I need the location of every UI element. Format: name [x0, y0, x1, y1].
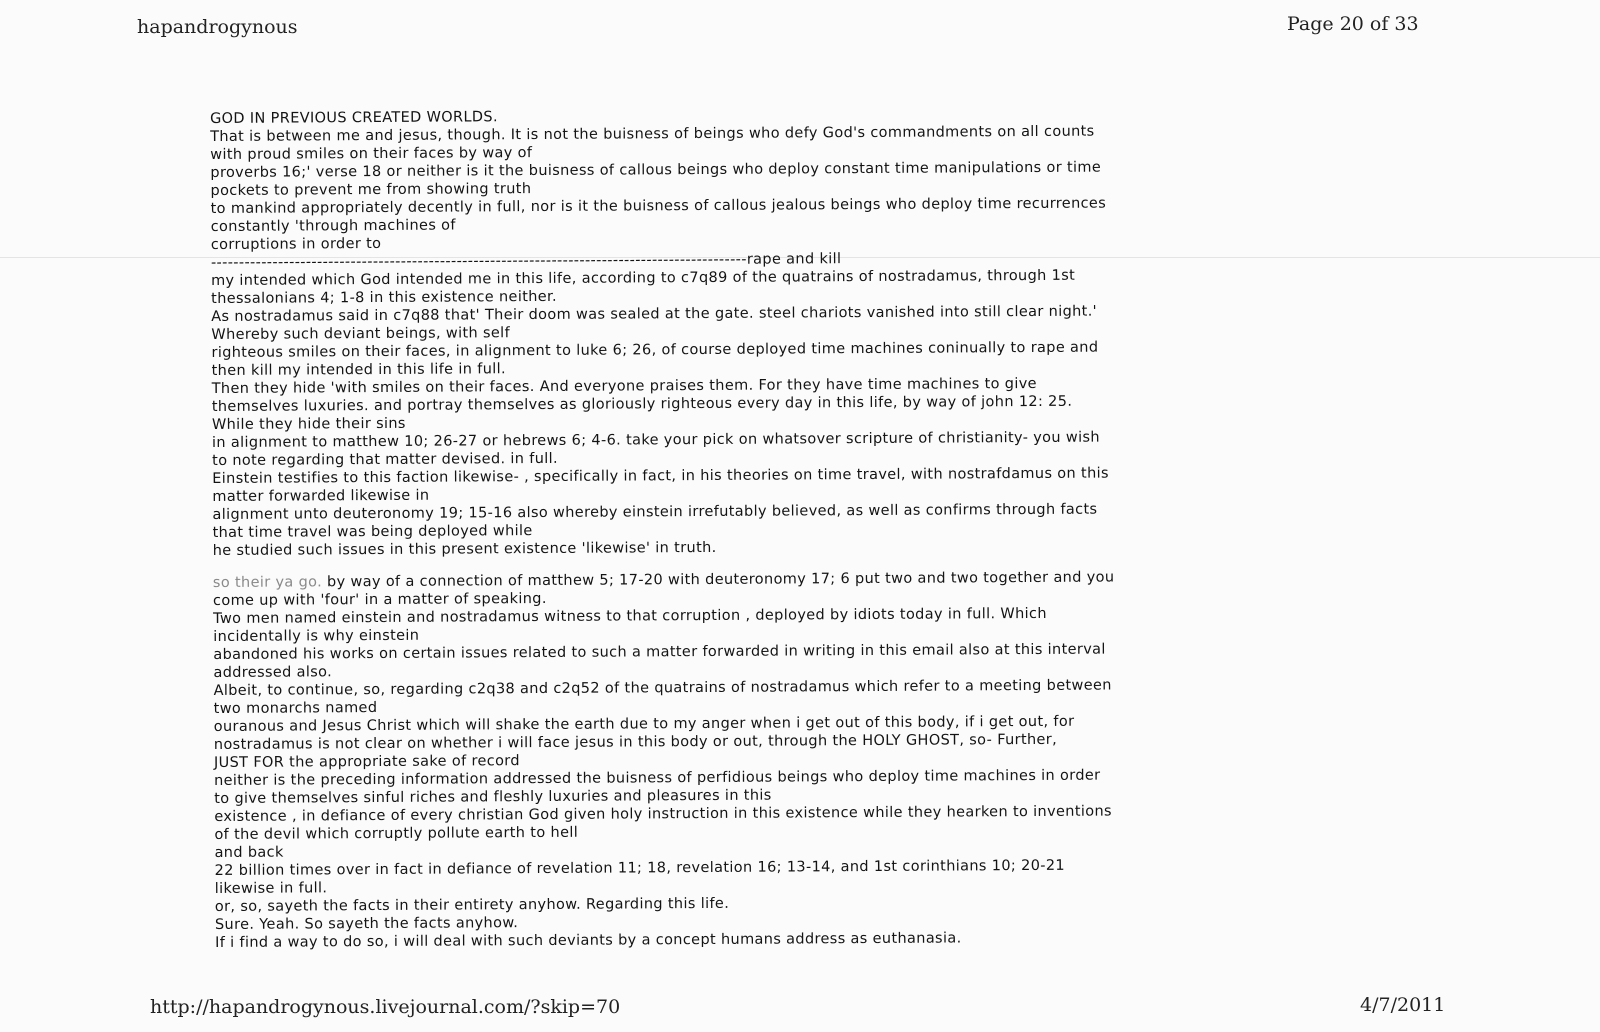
text-line: come up with 'four' in a matter of speaking.	[212, 590, 547, 609]
text-line: neither is the preceding information addressed the buisness of perfidious beings who deploy time machines in order	[214, 767, 1101, 789]
text-line: nostradamus is not clear on whether i will face jesus in this body or out, through the HOLY GHOST, so- Further,	[213, 731, 1058, 753]
text-line: or, so, sayeth the facts in their entirety anyhow. Regarding this life.	[214, 895, 730, 915]
text-line: As nostradamus said in c7q88 that' Their doom was sealed at the gate. steel chariots vanished into still clear night.'	[211, 303, 1098, 325]
text-line: to note regarding that matter devised. in full.	[212, 450, 559, 469]
text-line: Then they hide 'with smiles on their faces. And everyone praises them. For they have time machines to give	[211, 375, 1037, 397]
text-line: ouranous and Jesus Christ which will shake the earth due to my anger when i get out of this body, if i get out, for	[213, 713, 1075, 735]
text-line: righteous smiles on their faces, in alignment to luke 6; 26, of course deployed time machines coninually to rape and	[211, 339, 1099, 361]
text-line: themselves luxuries. and portray themselves as gloriously righteous every day in this life, by way of john 12: 25.	[211, 393, 1073, 415]
text-line: matter forwarded likewise in	[212, 487, 430, 505]
text-line: abandoned his works on certain issues related to such a matter forwarded in writing in this email also at this interval	[213, 641, 1106, 663]
text-line: and back	[214, 844, 284, 861]
site-name: hapandrogynous	[137, 16, 298, 38]
text-line: alignment unto deuteronomy 19; 15-16 also whereby einstein irrefutably believed, as well as confirms through facts	[212, 501, 1098, 523]
source-url: http://hapandrogynous.livejournal.com/?skip=70	[150, 996, 621, 1018]
text-line: two monarchs named	[213, 699, 378, 717]
text-line: to give themselves sinful riches and fleshly luxuries and pleasures in this	[214, 787, 772, 807]
text-line: corruptions in order to	[210, 235, 382, 253]
text-line: GOD IN PREVIOUS CREATED WORLDS.	[210, 109, 498, 127]
text-line-rest: by way of a connection of matthew 5; 17-20 with deuteronomy 17; 6 put two and two together and you	[322, 569, 1115, 591]
text-line: While they hide their sins	[211, 415, 406, 433]
text-line: proverbs 16;' verse 18 or neither is it the buisness of callous beings who deploy constant time manipulations or time	[210, 159, 1102, 181]
text-line: Albeit, to continue, so, regarding c2q38 and c2q52 of the quatrains of nostradamus which refer to a meeting between	[213, 677, 1112, 699]
text-line: to mankind appropriately decently in full, nor is it the buisness of callous jealous beings who deploy time recurrences	[210, 195, 1107, 217]
text-line: thessalonians 4; 1-8 in this existence neither.	[211, 288, 558, 307]
text-line: constantly 'through machines of	[210, 217, 456, 235]
text-line: my intended which God intended me in this life, according to c7q89 of the quatrains of nostradamus, through 1st	[210, 267, 1076, 289]
text-line: likewise in full.	[214, 880, 328, 897]
document-body	[210, 102, 1485, 952]
text-line: Einstein testifies to this faction likewise- , specifically in fact, in his theories on time travel, with nostrafdamus on this	[212, 465, 1109, 487]
text-line: in alignment to matthew 10; 26-27 or hebrews 6; 4-6. take your pick on whatsover scripture of christianity- you wish	[211, 429, 1100, 451]
text-line: JUST FOR the appropriate sake of record	[213, 753, 520, 771]
text-line: Sure. Yeah. So sayeth the facts anyhow.	[214, 915, 519, 933]
text-line: Two men named einstein and nostradamus witness to that corruption , deployed by idiots today in full. Which	[213, 605, 1047, 627]
text-line: that time travel was being deployed while	[212, 523, 533, 541]
print-date: 4/7/2011	[1360, 994, 1446, 1016]
text-line: incidentally is why einstein	[213, 627, 420, 645]
text-line: Whereby such deviant beings, with self	[211, 325, 511, 343]
text-line: of the devil which corruptly pollute earth to hell	[214, 824, 579, 843]
text-line: If i find a way to do so, i will deal with such deviants by a concept humans address as euthanasia.	[215, 930, 962, 951]
text-line: he studied such issues in this present existence 'likewise' in truth.	[212, 539, 717, 559]
text-line: pockets to prevent me from showing truth	[210, 181, 532, 199]
text-line: addressed also.	[213, 664, 333, 681]
text-line: That is between me and jesus, though. It is not the buisness of beings who defy God's commandments on all counts	[210, 123, 1095, 145]
text-line: ------------------------------------------------------------------------------------------------rape and kill	[210, 251, 842, 271]
text-line: then kill my intended in this life in full.	[211, 361, 507, 379]
text-line: existence , in defiance of every christian God given holy instruction in this existence while they hearken to inventions	[214, 803, 1112, 825]
text-line: 22 billion times over in fact in defiance of revelation 11; 18, revelation 16; 13-14, and 1st corinthians 10; 20-21	[214, 857, 1066, 879]
faint-prefix: so their ya go.	[212, 574, 323, 591]
text-line: with proud smiles on their faces by way of	[210, 145, 533, 163]
page-number: Page 20 of 33	[1287, 13, 1419, 35]
